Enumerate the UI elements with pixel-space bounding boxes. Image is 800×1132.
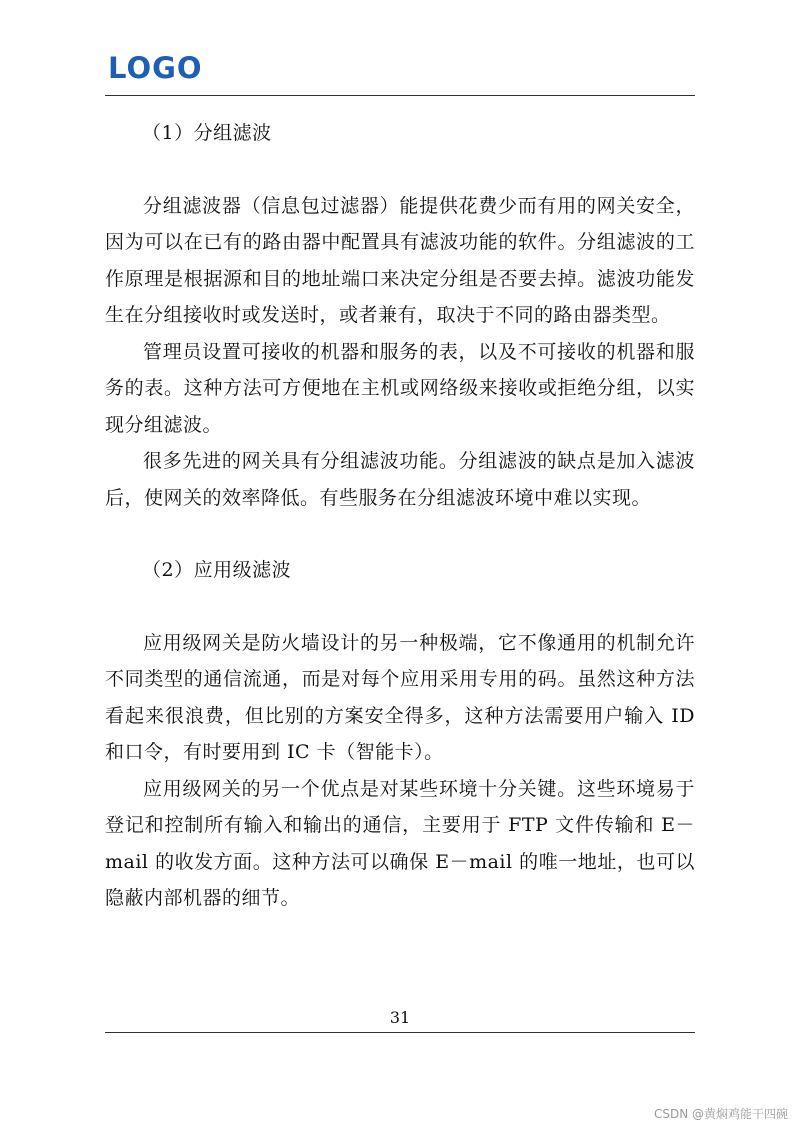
section-heading-application-filtering: （2）应用级滤波 — [142, 559, 292, 581]
paragraph: 管理员设置可接收的机器和服务的表，以及不可接收的机器和服务的表。这种方法可方便地在主机或网络级来接收或拒绝分组，以实现分组滤波。 — [105, 340, 695, 436]
document-body — [105, 115, 695, 917]
paragraph: 很多先进的网关具有分组滤波功能。分组滤波的缺点是加入滤波后，使网关的效率降低。有些服务在分组滤波环境中难以实现。 — [105, 450, 695, 509]
header-divider — [105, 95, 695, 96]
section-heading-packet-filtering: （1）分组滤波 — [142, 122, 272, 144]
watermark: CSDN @黄焖鸡能干四碗 — [653, 1107, 788, 1121]
paragraph: 应用级网关的另一个优点是对某些环境十分关键。这些环境易于登记和控制所有输入和输出的通信，主要用于 FTP 文件传输和 E－mail 的收发方面。这种方法可以确保 E－mail 的唯一地址，也可以隐蔽内部机器的细节。 — [105, 777, 695, 909]
paragraph: 分组滤波器（信息包过滤器）能提供花费少而有用的网关安全，因为可以在已有的路由器中配置具有滤波功能的软件。分组滤波的工作原理是根据源和目的地址端口来决定分组是否要去掉。滤波功能发生在分组接收时或发送时，或者兼有，取决于不同的路由器类型。 — [105, 194, 695, 326]
paragraph: 应用级网关是防火墙设计的另一种极端，它不像通用的机制允许不同类型的通信流通，而是对每个应用采用专用的码。虽然这种方法看起来很浪费，但比别的方案安全得多，这种方法需要用户输入 ID 和口令，有时要用到 IC 卡（智能卡）。 — [105, 631, 695, 763]
page-number: 31 — [389, 1008, 411, 1027]
footer-divider — [105, 1032, 695, 1033]
logo: LOGO — [108, 51, 203, 85]
